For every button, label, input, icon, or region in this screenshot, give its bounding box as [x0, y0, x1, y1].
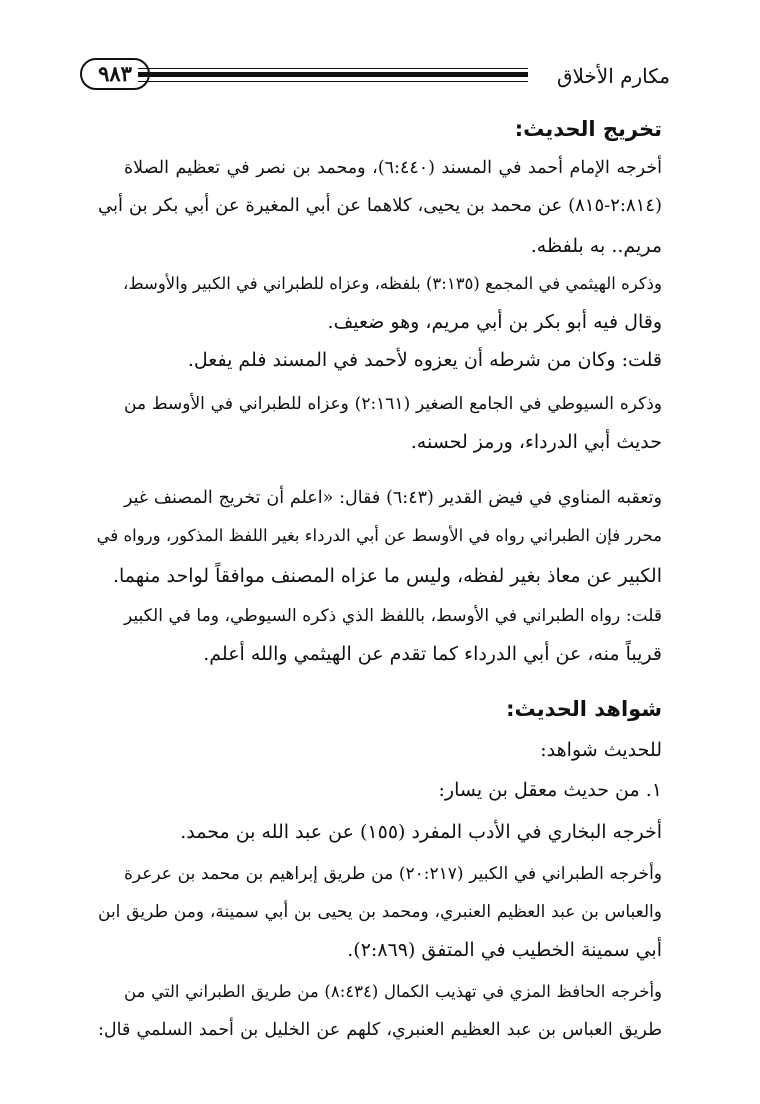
- paragraph-line: الكبير عن معاذ بغير لفظه، وليس ما عزاه المصنف موافقاً لواحد منهما.: [112, 565, 662, 587]
- paragraph-line: محرر فإن الطبراني رواه في الأوسط عن أبي الدرداء بغير اللفظ المذكور، ورواه في: [96, 526, 662, 545]
- paragraph-line: أخرجه البخاري في الأدب المفرد (١٥٥) عن عبد الله بن محمد.: [180, 821, 662, 843]
- list-item-title: ١. من حديث معقل بن يسار:: [438, 779, 662, 801]
- header-rule-thin-bottom: [138, 81, 528, 82]
- page-header: [80, 58, 670, 98]
- section-heading-shawahid: شواهد الحديث:: [506, 697, 662, 721]
- paragraph-line: والعباس بن عبد العظيم العنبري، ومحمد بن يحيى بن أبي سمينة، ومن طريق ابن: [98, 902, 662, 922]
- header-rule-thick: [138, 72, 528, 77]
- paragraph-line: (٢:٨١٤-٨١٥) عن محمد بن يحيى، كلاهما عن أبي المغيرة عن أبي بكر بن أبي: [98, 195, 662, 216]
- paragraph-line: مريم.. به بلفظه.: [530, 235, 662, 257]
- paragraph-line: أبي سمينة الخطيب في المتفق (٢:٨٦٩).: [347, 939, 662, 961]
- paragraph-line: قلت: رواه الطبراني في الأوسط، باللفظ الذي ذكره السيوطي، وما في الكبير: [124, 606, 662, 626]
- paragraph-line: وأخرجه الطبراني في الكبير (٢٠:٢١٧) من طريق إبراهيم بن محمد بن عرعرة: [124, 864, 662, 884]
- paragraph-line: وذكره الهيثمي في المجمع (٣:١٣٥) بلفظه، وعزاه للطبراني في الكبير والأوسط،: [123, 274, 662, 293]
- paragraph-line: وقال فيه أبو بكر بن أبي مريم، وهو ضعيف.: [327, 311, 662, 333]
- paragraph-line: وأخرجه الحافظ المزي في تهذيب الكمال (٨:٤٣٤) من طريق الطبراني التي من: [124, 982, 662, 1001]
- paragraph-line: وتعقبه المناوي في فيض القدير (٦:٤٣) فقال: «اعلم أن تخريج المصنف غير: [124, 488, 662, 508]
- paragraph-line: قلت: وكان من شرطه أن يعزوه لأحمد في المسند فلم يفعل.: [187, 349, 662, 371]
- paragraph-line: قريباً منه، عن أبي الدرداء كما تقدم عن الهيثمي والله أعلم.: [203, 643, 662, 665]
- header-rule-thin-top: [138, 68, 528, 69]
- section-heading-takhrij: تخريج الحديث:: [514, 117, 662, 141]
- paragraph-line: للحديث شواهد:: [540, 739, 662, 761]
- header-rule: [138, 68, 528, 84]
- paragraph-line: وذكره السيوطي في الجامع الصغير (٢:١٦١) وعزاه للطبراني في الأوسط من: [124, 394, 662, 414]
- paragraph-line: أخرجه الإمام أحمد في المسند (٦:٤٤٠)، ومحمد بن نصر في تعظيم الصلاة: [124, 158, 662, 178]
- paragraph-line: طريق العباس بن عبد العظيم العنبري، كلهم عن الخليل بن أحمد السلمي قال:: [98, 1020, 662, 1040]
- page-number: ٩٨٣: [80, 58, 150, 90]
- book-title: مكارم الأخلاق: [556, 64, 670, 88]
- paragraph-line: حديث أبي الدرداء، ورمز لحسنه.: [410, 431, 662, 453]
